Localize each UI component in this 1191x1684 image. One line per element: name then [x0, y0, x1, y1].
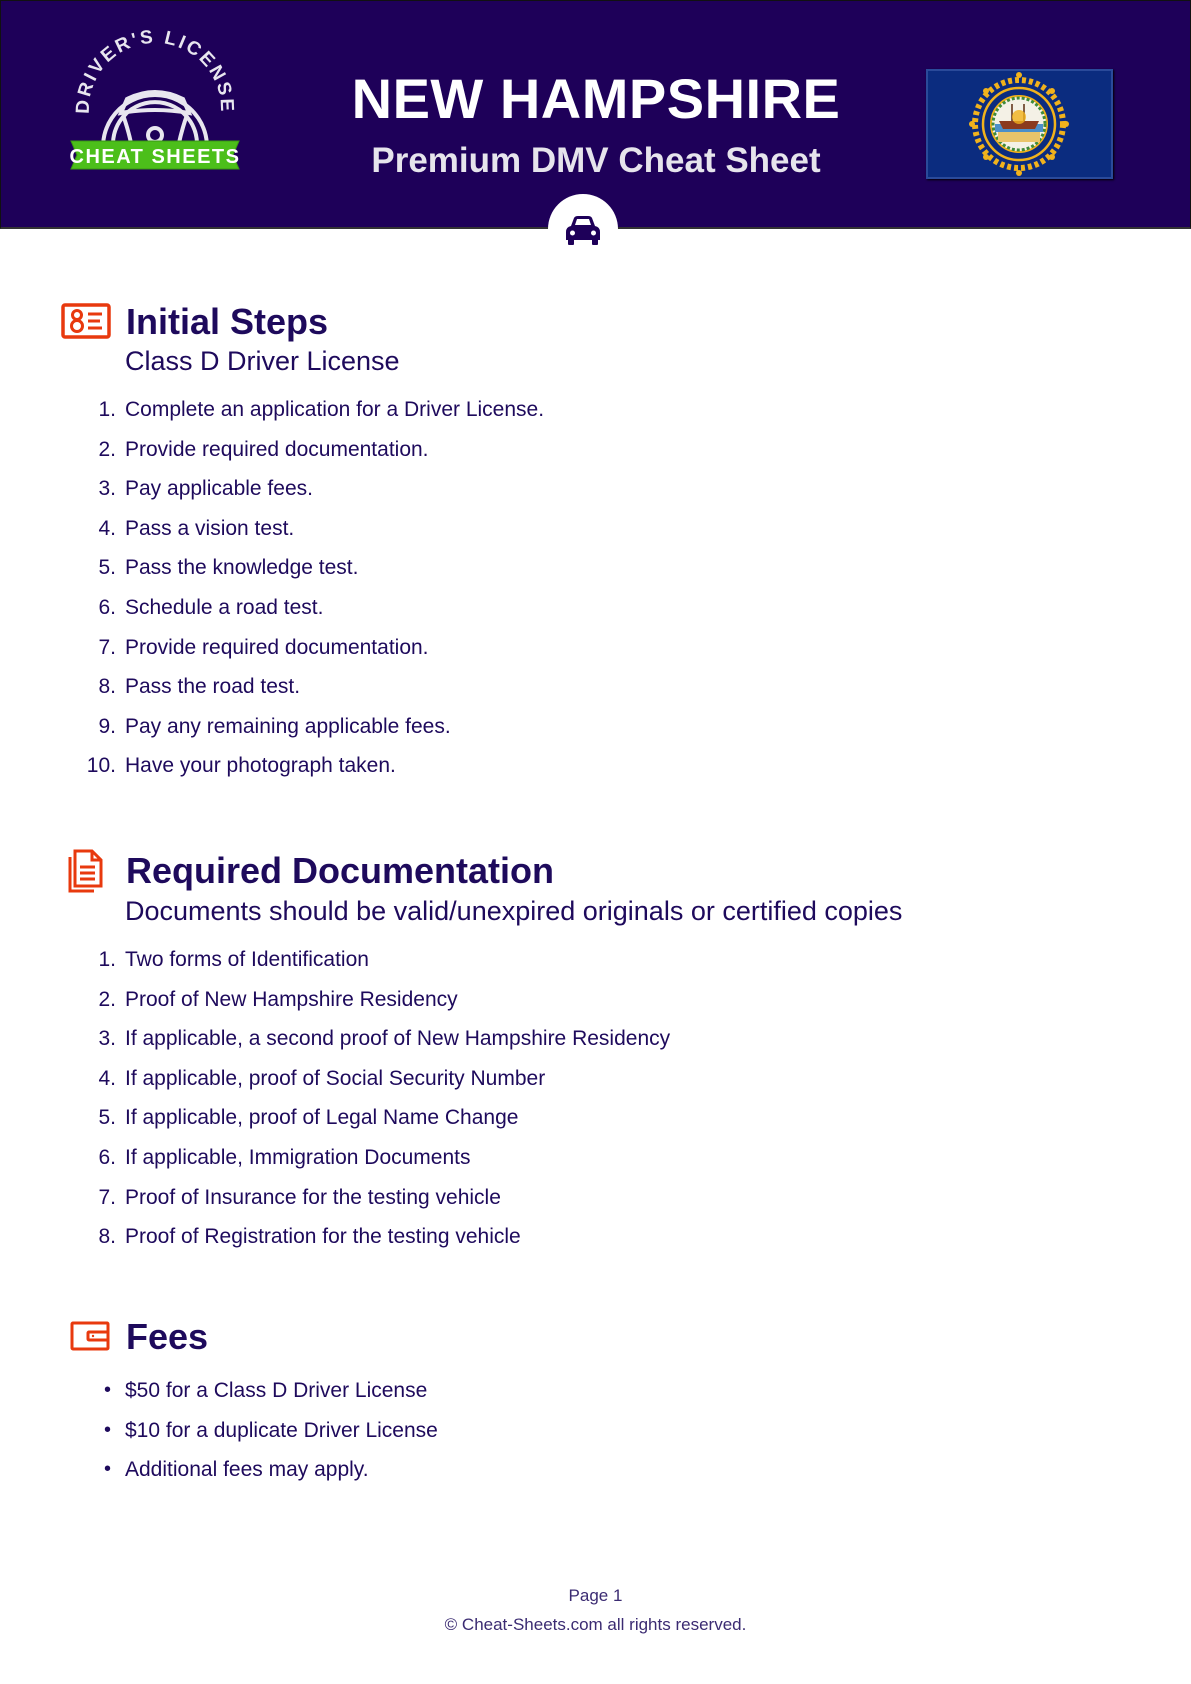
list-item: 6. Schedule a road test.	[98, 595, 324, 619]
list-item: 1. Two forms of Identification	[98, 948, 369, 971]
section-title: Required Documentation	[126, 850, 555, 891]
fees-list	[104, 1371, 438, 1490]
page-header	[0, 0, 1191, 229]
list-item: 2. Proof of New Hampshire Residency	[98, 987, 458, 1011]
list-item: 4. Pass a vision test.	[98, 516, 295, 540]
list-item: 5. If applicable, proof of Legal Name Change	[98, 1106, 519, 1130]
list-item: • $10 for a duplicate Driver License	[104, 1418, 438, 1442]
id-card-icon	[60, 300, 112, 344]
page-title: NEW HAMPSHIRE	[351, 67, 841, 130]
section-fees-heading	[60, 1315, 208, 1359]
list-item: 5. Pass the knowledge test.	[98, 556, 359, 580]
logo-arc-text: DRIVER'S LICENSE	[72, 27, 238, 115]
list-item: 3. If applicable, a second proof of New Hampshire Residency	[98, 1027, 671, 1051]
list-item: 1. Complete an application for a Driver License.	[98, 398, 545, 421]
list-item: 9. Pay any remaining applicable fees.	[98, 714, 451, 738]
section-title: Initial Steps	[126, 301, 329, 342]
list-item: 4. If applicable, proof of Social Security Number	[98, 1066, 546, 1090]
copyright-notice: © Cheat-Sheets.com all rights reserved.	[444, 1615, 747, 1634]
list-item: • $50 for a Class D Driver License	[104, 1379, 428, 1402]
list-item: • Additional fees may apply.	[104, 1458, 369, 1482]
list-item: 2. Provide required documentation.	[98, 437, 429, 461]
list-item: 8. Proof of Registration for the testing vehicle	[98, 1225, 521, 1249]
state-flag	[926, 69, 1113, 179]
list-item: 3. Pay applicable fees.	[98, 477, 313, 501]
section-title: Fees	[126, 1316, 209, 1357]
initial-steps-list	[80, 390, 544, 786]
car-badge	[548, 194, 618, 264]
car-icon	[563, 214, 603, 246]
page-number: Page 1	[568, 1586, 623, 1605]
list-item: 7. Provide required documentation.	[98, 635, 429, 659]
section-initial-steps-heading	[60, 300, 328, 344]
section-subtitle: Documents should be valid/unexpired originals or certified copies	[125, 896, 903, 926]
logo-banner-text: CHEAT SHEETS	[69, 146, 241, 168]
list-item: 10. Have your photograph taken.	[86, 754, 396, 778]
drivers-license-cheat-sheets-logo	[67, 27, 243, 187]
state-seal-icon	[926, 69, 1113, 179]
list-item: 6. If applicable, Immigration Documents	[98, 1145, 471, 1169]
list-item: 7. Proof of Insurance for the testing vehicle	[98, 1185, 501, 1209]
list-item: 8. Pass the road test.	[98, 675, 301, 699]
page-subtitle: Premium DMV Cheat Sheet	[371, 141, 821, 180]
documents-icon	[60, 849, 112, 893]
required-documentation-list	[80, 940, 670, 1257]
header-titles	[301, 63, 891, 183]
section-subtitle: Class D Driver License	[125, 346, 400, 376]
section-required-documentation-heading	[60, 849, 554, 893]
wallet-icon	[60, 1315, 112, 1359]
